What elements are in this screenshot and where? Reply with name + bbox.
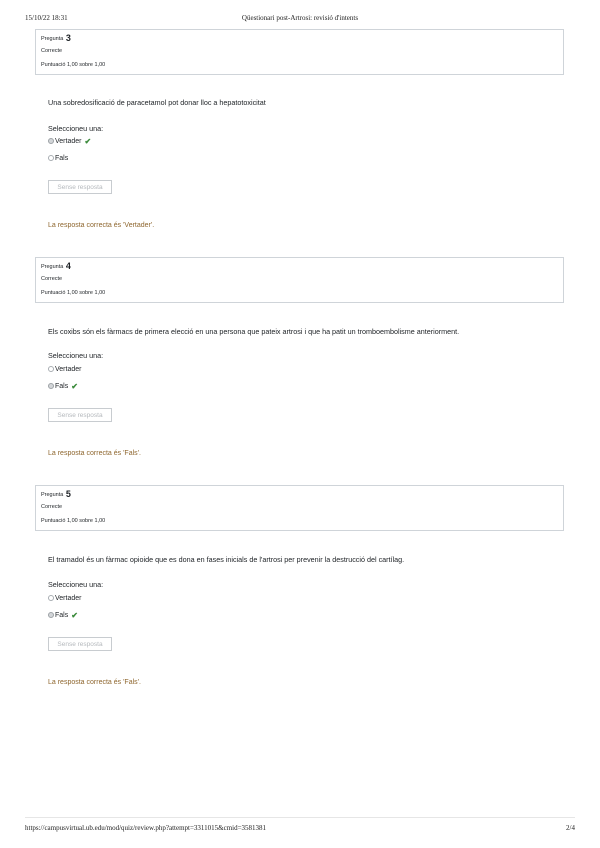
question-text: Els coxibs són els fàrmacs de primera elecció en una persona que pateix artrosi i que ha patit un tromboembolisme anteriorment. <box>48 327 460 336</box>
select-prompt: Seleccioneu una: <box>48 351 104 360</box>
print-title: Qüestionari post-Artrosi: revisió d'intents <box>241 14 359 22</box>
answer-option-vertader[interactable] <box>48 364 81 374</box>
question-text: El tramadol és un fàrmac opioide que es dona en fases inicials de l'artrosi per prevenir la destrucció del cartílag. <box>48 555 405 564</box>
no-answer-button[interactable]: Sense resposta <box>48 408 112 422</box>
question-grade: Puntuació 1,00 sobre 1,00 <box>41 518 106 524</box>
print-datetime: 15/10/22 18:31 <box>25 14 68 22</box>
answer-option-label: Fals <box>55 154 69 162</box>
correct-answer-feedback: La resposta correcta és 'Vertader'. <box>48 222 155 229</box>
question-info-box <box>35 257 564 303</box>
question-state: Correcte <box>41 48 63 54</box>
correct-answer-feedback: La resposta correcta és 'Fals'. <box>48 450 141 457</box>
correct-check-icon: ✔ <box>71 381 78 391</box>
print-url: https://campusvirtual.ub.edu/mod/quiz/review.php?attempt=3311015&cmid=3581381 <box>25 824 267 832</box>
answer-option-label: Vertader <box>55 137 82 145</box>
answer-option-fals[interactable] <box>48 610 78 620</box>
answer-option-fals[interactable] <box>48 153 68 163</box>
select-prompt: Seleccioneu una: <box>48 124 104 133</box>
question-number: Pregunta 3 <box>41 33 71 43</box>
question-number: Pregunta 5 <box>41 489 71 499</box>
question-text: Una sobredosificació de paracetamol pot donar lloc a hepatotoxicitat <box>48 98 266 107</box>
question-info-box <box>35 29 564 75</box>
question-number: Pregunta 4 <box>41 261 71 271</box>
radio-button[interactable] <box>48 366 54 372</box>
question-grade: Puntuació 1,00 sobre 1,00 <box>41 290 106 296</box>
answer-option-label: Fals <box>55 611 69 619</box>
question-state: Correcte <box>41 504 63 510</box>
radio-button-checked[interactable] <box>48 612 54 618</box>
radio-button[interactable] <box>48 155 54 161</box>
correct-answer-feedback: La resposta correcta és 'Fals'. <box>48 679 141 686</box>
print-footer <box>25 824 575 834</box>
radio-button-checked[interactable] <box>48 138 54 144</box>
select-prompt: Seleccioneu una: <box>48 580 104 589</box>
answer-option-label: Vertader <box>55 594 82 602</box>
question-state: Correcte <box>41 276 63 282</box>
radio-button-checked[interactable] <box>48 383 54 389</box>
page-number: 2/4 <box>566 824 575 832</box>
question-grade: Puntuació 1,00 sobre 1,00 <box>41 62 106 68</box>
answer-option-label: Fals <box>55 382 69 390</box>
answer-option-label: Vertader <box>55 365 82 373</box>
no-answer-button[interactable]: Sense resposta <box>48 637 112 651</box>
no-answer-button[interactable]: Sense resposta <box>48 180 112 194</box>
correct-check-icon: ✔ <box>71 610 78 620</box>
answer-option-vertader[interactable] <box>48 593 81 603</box>
question-info-box <box>35 485 564 531</box>
footer-divider <box>25 817 575 818</box>
correct-check-icon: ✔ <box>84 136 92 146</box>
radio-button[interactable] <box>48 595 54 601</box>
print-header <box>25 14 575 24</box>
answer-option-vertader[interactable] <box>48 136 91 146</box>
answer-option-fals[interactable] <box>48 381 78 391</box>
